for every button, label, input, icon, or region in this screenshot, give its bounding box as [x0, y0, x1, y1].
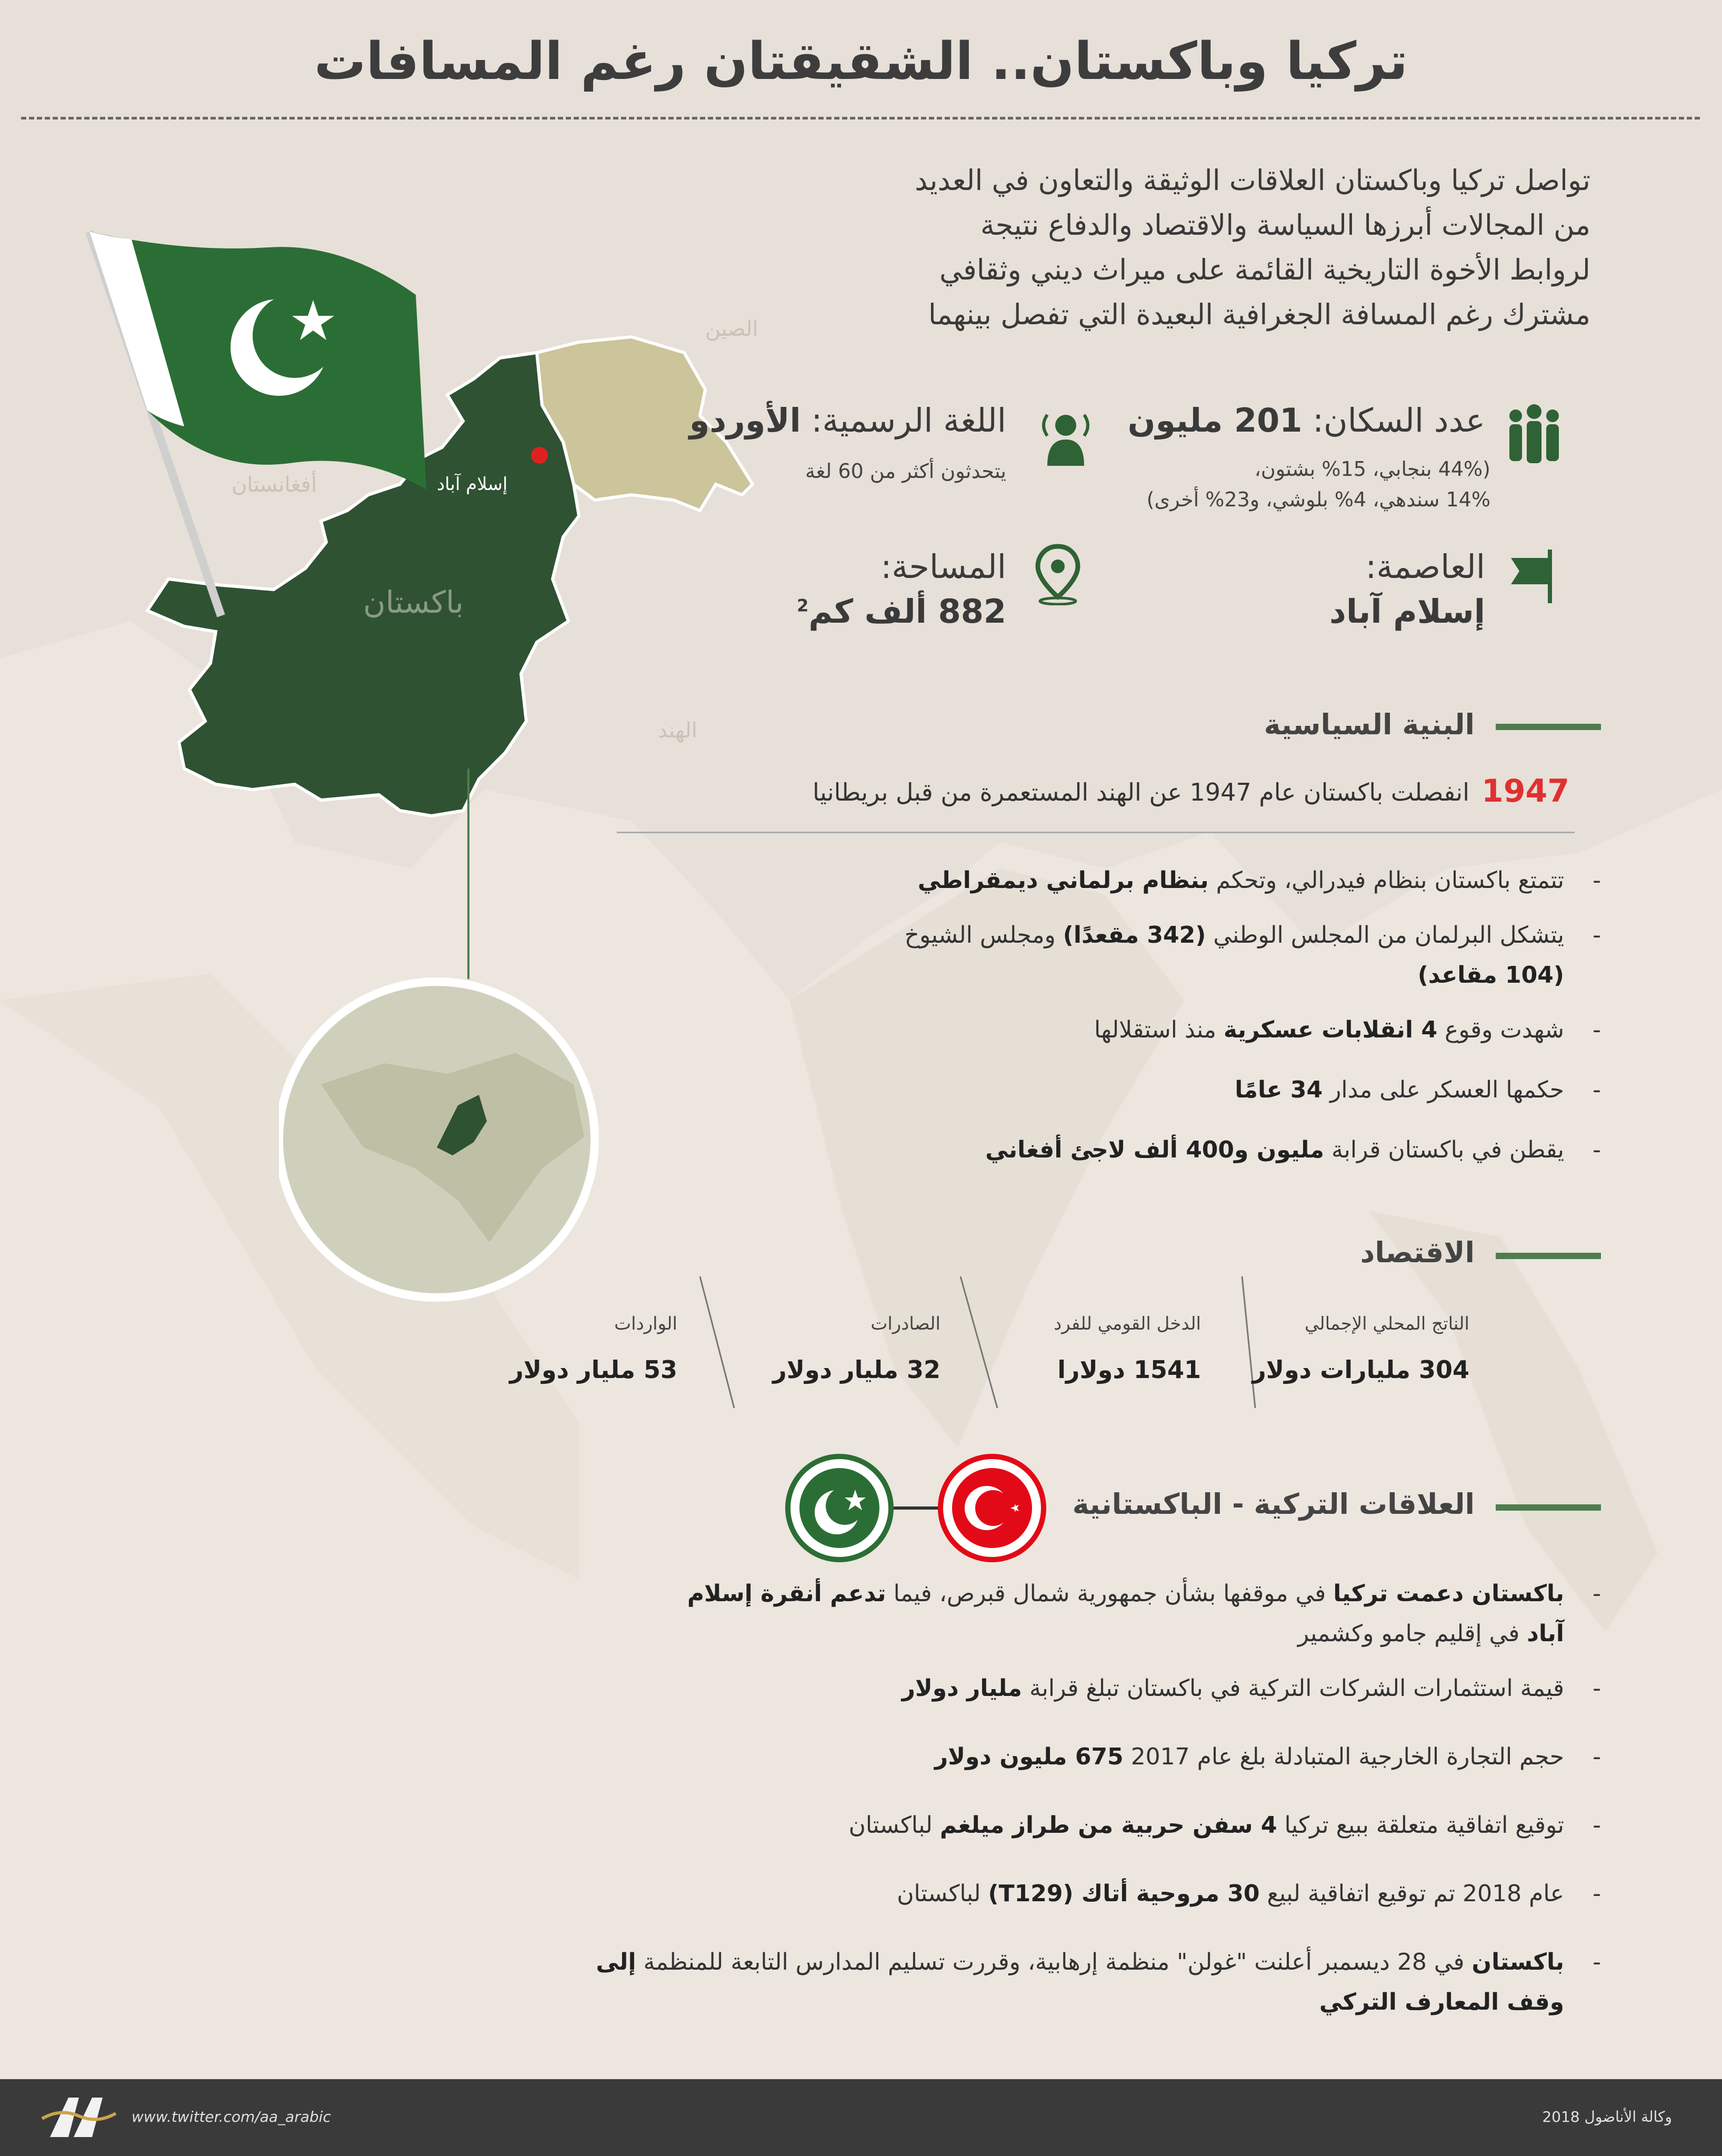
political-divider [617, 832, 1575, 833]
independence-year: 1947 [1481, 773, 1569, 810]
pakistan-flag-pole [79, 216, 437, 626]
population-note-2: 14% سندهي، 4% بلوشي، و23% أخرى) [1146, 488, 1490, 511]
area-line [797, 592, 1006, 631]
imports-value: 53 مليار دولار [509, 1355, 677, 1384]
capital-value: إسلام آباد [1329, 592, 1485, 631]
pakistan-badge [788, 1456, 891, 1560]
list-item: - تتمتع باكستان بنظام فيدرالي، وتحكم بنظام برلماني ديمقراطي [417, 861, 1601, 901]
intro-paragraph: تواصل تركيا وباكستان العلاقات الوثيقة والتعاون في العديد من المجالات أبرزها السياسة والاقتصاد والدفاع نتيجة لروابط الأخوة التاريخية القائمة على ميراث ديني وثقافي مشترك رغم المسافة الجغرافية البعيدة التي تفصل بينهما [915, 164, 1590, 331]
population-label: عدد السكان: [1313, 401, 1485, 440]
twitter-link[interactable]: www.twitter.com/aa_arabic [132, 2108, 331, 2125]
list-item: - عام 2018 تم توقيع اتفاقية لبيع 30 مروحية أتاك (T129) لباكستان [417, 1874, 1601, 1914]
population-line [1128, 401, 1485, 440]
pakistan-map-label: باكستان [363, 584, 464, 620]
flags-badges [784, 1450, 1058, 1566]
list-item: - حجم التجارة الخارجية المتبادلة بلغ عام 2017 675 مليون دولار [417, 1737, 1601, 1777]
gdp-label: الناتج المحلي الإجمالي [1304, 1313, 1469, 1334]
population-value: 201 مليون [1127, 401, 1303, 440]
economy-imports [509, 1313, 677, 1384]
exports-value: 32 مليار دولار [773, 1355, 940, 1384]
gdp-value: 304 مليارات دولار [1252, 1355, 1469, 1384]
list-item: - توقيع اتفاقية متعلقة ببيع تركيا 4 سفن حربية من طراز ميلغم لباكستان [417, 1805, 1601, 1845]
relations-heading: العلاقات التركية - الباكستانية [1072, 1488, 1475, 1521]
language-value: الأوردو [689, 401, 801, 440]
political-list [417, 861, 1601, 1170]
economy-heading-line [1496, 1253, 1601, 1259]
india-label: الهند [658, 718, 697, 743]
area-value: 882 ألف كم [808, 592, 1006, 631]
page-title: تركيا وباكستان.. الشقيقتان رغم المسافات [314, 32, 1408, 92]
title-divider [21, 117, 1700, 119]
list-item: - حكمها العسكر على مدار 34 عامًا [417, 1070, 1601, 1110]
list-item: - باكستان في 28 ديسمبر أعلنت "غولن" منظمة إرهابية، وقررت تسليم المدارس التابعة للمنظمة إلى وقف المعارف التركي [564, 1942, 1601, 2022]
turkey-badge [940, 1456, 1044, 1560]
area-label: المساحة: [880, 547, 1006, 586]
economy-gdp [1252, 1313, 1469, 1384]
area-unit-power: 2 [797, 595, 809, 616]
list-item: - يقطن في باكستان قرابة مليون و400 ألف لاجئ أفغاني [417, 1130, 1601, 1170]
population-note-1: (44% بنجابي، 15% بشتون، [1254, 457, 1490, 481]
footer-bar [0, 2079, 1722, 2156]
list-item: - باكستان دعمت تركيا في موقفها بشأن جمهورية شمال قبرص، فيما تدعم أنقرة إسلام آباد في إقليم جامو وكشمير [659, 1574, 1601, 1654]
language-label: اللغة الرسمية: [811, 401, 1006, 440]
afghanistan-label: أفغانستان [232, 473, 317, 497]
exports-label: الصادرات [870, 1313, 940, 1334]
relations-heading-line [1496, 1504, 1601, 1511]
political-heading-line [1496, 724, 1601, 730]
economy-exports [773, 1313, 940, 1384]
imports-label: الواردات [614, 1313, 677, 1334]
relations-list [417, 1574, 1601, 2022]
list-item: - يتشكل البرلمان من المجلس الوطني (342 مقعدًا) ومجلس الشيوخ (104 مقاعد) [869, 915, 1601, 995]
people-icon [1500, 400, 1568, 468]
political-heading: البنية السياسية [1264, 708, 1475, 741]
list-item: - شهدت وقوع 4 انقلابات عسكرية منذ استقلالها [417, 1010, 1601, 1050]
location-pin-icon [1032, 542, 1084, 605]
capital-marker [531, 447, 548, 464]
speaker-icon [1037, 405, 1095, 468]
economy-heading: الاقتصاد [1360, 1236, 1475, 1269]
language-line [689, 401, 1006, 440]
flag-icon [1508, 547, 1555, 605]
economy-income [1054, 1313, 1201, 1384]
independence-text: انفصلت باكستان عام 1947 عن الهند المستعمرة من قبل بريطانيا [812, 778, 1469, 806]
income-label: الدخل القومي للفرد [1054, 1313, 1201, 1334]
land-shape [1368, 1211, 1658, 1632]
language-note: يتحدثون أكثر من 60 لغة [805, 460, 1006, 483]
aa-logo [39, 2087, 118, 2150]
capital-map-label: إسلام آباد [437, 474, 508, 495]
income-value: 1541 دولارا [1057, 1355, 1201, 1384]
capital-label: العاصمة: [1365, 547, 1485, 586]
list-item: - قيمة استثمارات الشركات التركية في باكستان تبلغ قرابة مليار دولار [417, 1669, 1601, 1709]
china-label: الصين [705, 317, 758, 341]
copyright: وكالة الأناضول 2018 [1542, 2108, 1672, 2125]
